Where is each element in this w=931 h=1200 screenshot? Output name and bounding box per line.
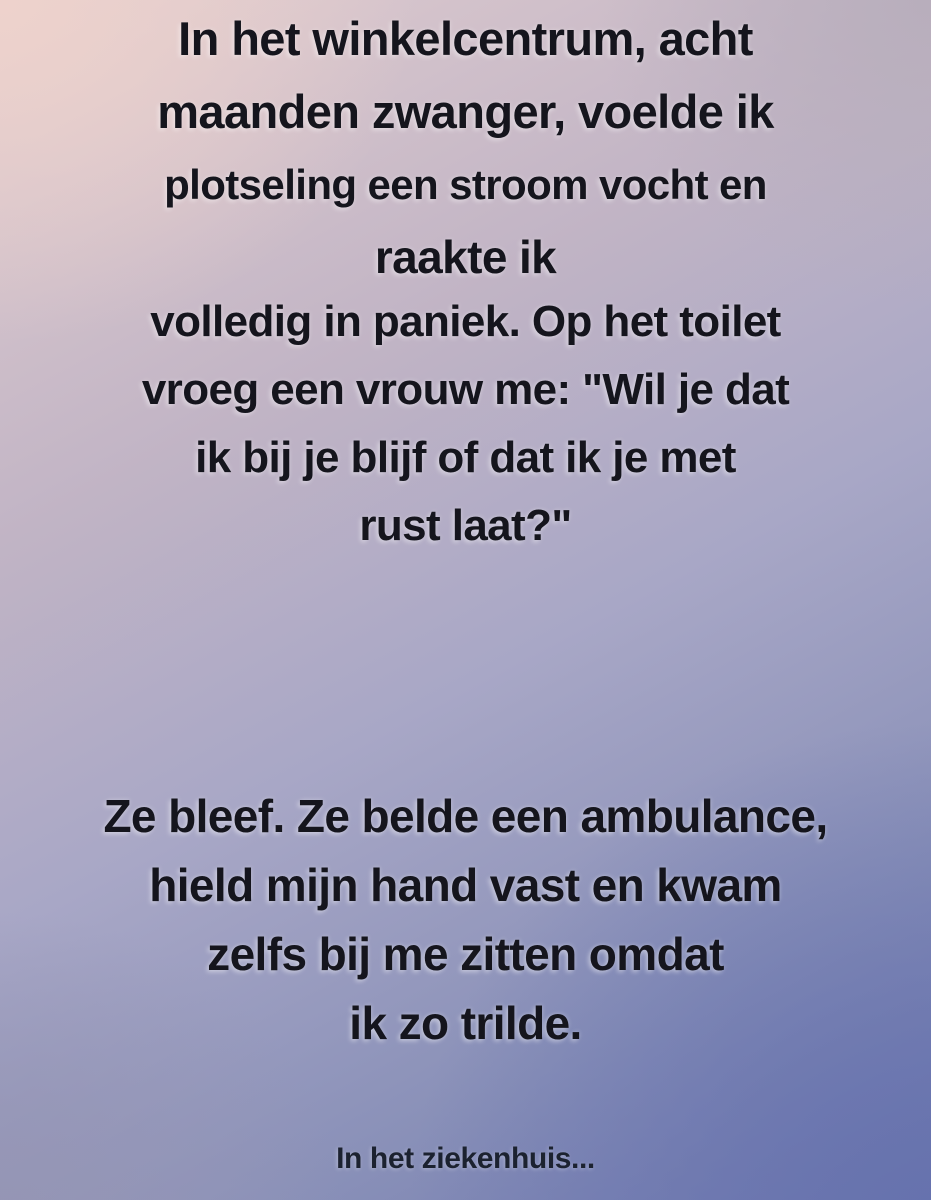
caption-block-2 xyxy=(0,288,931,560)
caption-line: raakte ik xyxy=(374,231,557,283)
caption-line: In het winkelcentrum, acht xyxy=(178,12,753,65)
footer-caption: In het ziekenhuis... xyxy=(336,1142,595,1175)
caption-line: plotseling een stroom vocht en xyxy=(164,161,767,208)
caption-line: vroeg een vrouw me: "Wil je dat xyxy=(141,365,790,414)
caption-line: Ze bleef. Ze belde een ambulance, xyxy=(103,790,828,842)
caption-line: hield mijn hand vast en kwam xyxy=(149,859,782,911)
caption-line: zelfs bij me zitten omdat xyxy=(207,928,724,980)
caption-line: ik zo trilde. xyxy=(349,997,582,1049)
caption-line: ik bij je blijf of dat ik je met xyxy=(195,433,736,482)
caption-block-1 xyxy=(0,2,931,294)
caption-block-3 xyxy=(0,782,931,1058)
caption-line: volledig in paniek. Op het toilet xyxy=(150,297,781,346)
caption-line: maanden zwanger, voelde ik xyxy=(157,85,774,138)
caption-line: rust laat?" xyxy=(359,501,572,550)
